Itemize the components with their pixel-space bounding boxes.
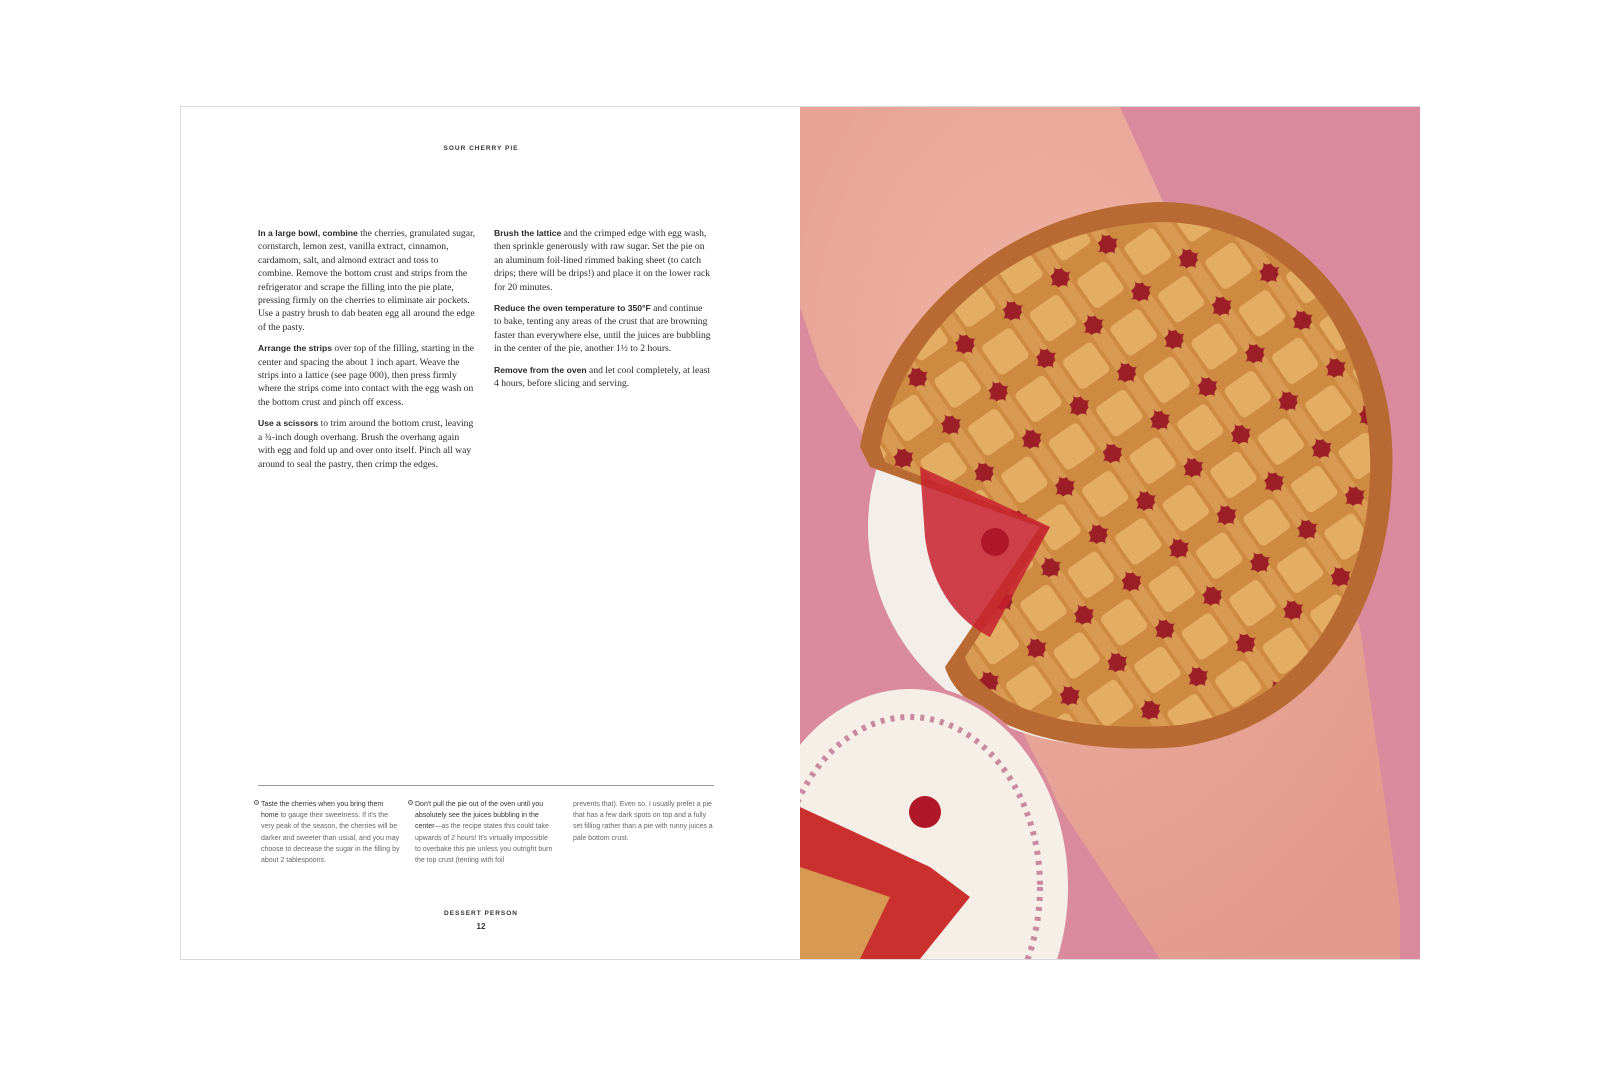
step-text: to trim around the bottom crust, leaving a ¾-inch dough overhang. Brush the overhang again with egg and fold up and over onto itself. Pinch all way around to seal the pastry, then crimp the edges. xyxy=(258,418,474,470)
pie-illustration xyxy=(800,107,1420,959)
note-lead: Taste the cherries when you bring them home xyxy=(261,801,384,820)
notes-divider xyxy=(258,785,714,786)
step-lead: Remove from the oven xyxy=(494,364,587,375)
left-page xyxy=(181,107,801,959)
step-paragraph xyxy=(494,302,712,356)
step-text: and the crimped edge with egg wash, then sprinkle generously with raw sugar. Set the pie on an aluminum foil-lined rimmed baking sheet (to catch drips; there will be drips!) and place it on the lower rack for 20 minutes. xyxy=(494,228,711,293)
step-lead: Arrange the strips xyxy=(258,343,333,354)
page-number: 12 xyxy=(476,922,486,931)
recipe-column-1 xyxy=(258,227,476,479)
note-bullet-icon xyxy=(408,800,413,805)
step-text: and let cool completely, at least 4 hours, before slicing and serving. xyxy=(494,364,710,390)
book-title-footer: DESSERT PERSON xyxy=(444,910,518,917)
running-head: SOUR CHERRY PIE xyxy=(443,145,519,152)
note-text: —as the recipe states this could take upwards of 2 hours! It's virtually impossible to overbake this pie unless you outright burn the top crust (tenting with foil xyxy=(415,823,553,865)
step-text: and continue to bake, tenting any areas of the crust that are browning faster than everywhere else, until the juices are bubbling in the center of the pie, another 1½ to 2 hours. xyxy=(494,303,711,355)
note-lead: Don't pull the pie out of the oven until you absolutely see the juices bubbling in the center xyxy=(415,801,544,831)
note-2 xyxy=(415,799,555,866)
cherry xyxy=(981,528,1009,556)
step-lead: Reduce the oven temperature to 350°F xyxy=(494,303,651,314)
step-text: over top of the filling, starting in the center and spacing the about 1 inch apart. Weave the strips into a lattice (see page 000), then press firmly where the strips come into contact with the egg wash on the bottom crust and pinch off excess. xyxy=(258,343,475,408)
note-text: prevents that). Even so, I usually prefer a pie that has a few dark spots on top and a fully set filling rather than a pie with runny juices a pale bottom crust. xyxy=(573,801,713,842)
note-continued xyxy=(573,799,713,844)
cherry xyxy=(909,796,941,828)
note-1 xyxy=(261,799,401,866)
step-paragraph xyxy=(258,342,476,409)
step-lead: Brush the lattice xyxy=(494,228,562,238)
step-text: the cherries, granulated sugar, cornstarch, lemon zest, vanilla extract, cinnamon, cardamom, salt, and almond extract and toss to combine. Remove the bottom crust and strips from the refrigerator and scrape the filling into the pie plate, pressing firmly on the cherries to eliminate air pockets. Use a pastry brush to dab beaten egg all around the edge of the pasty. xyxy=(258,228,476,333)
note-text: to gauge their sweetness. If it's the very peak of the season, the cherries will be darker and sweeter than usual, and you may choose to decrease the sugar in the filling by about 2 tablespoons. xyxy=(261,812,400,865)
recipe-column-2 xyxy=(494,227,712,398)
step-paragraph xyxy=(258,227,476,334)
book-spread xyxy=(180,106,1420,960)
cherry-pie-photo xyxy=(800,107,1420,959)
note-bullet-icon xyxy=(254,800,259,805)
step-paragraph xyxy=(494,364,712,391)
step-paragraph xyxy=(258,417,476,471)
step-paragraph xyxy=(494,227,712,294)
step-lead: Use a scissors xyxy=(258,418,319,429)
step-lead: In a large bowl, combine xyxy=(258,228,358,238)
